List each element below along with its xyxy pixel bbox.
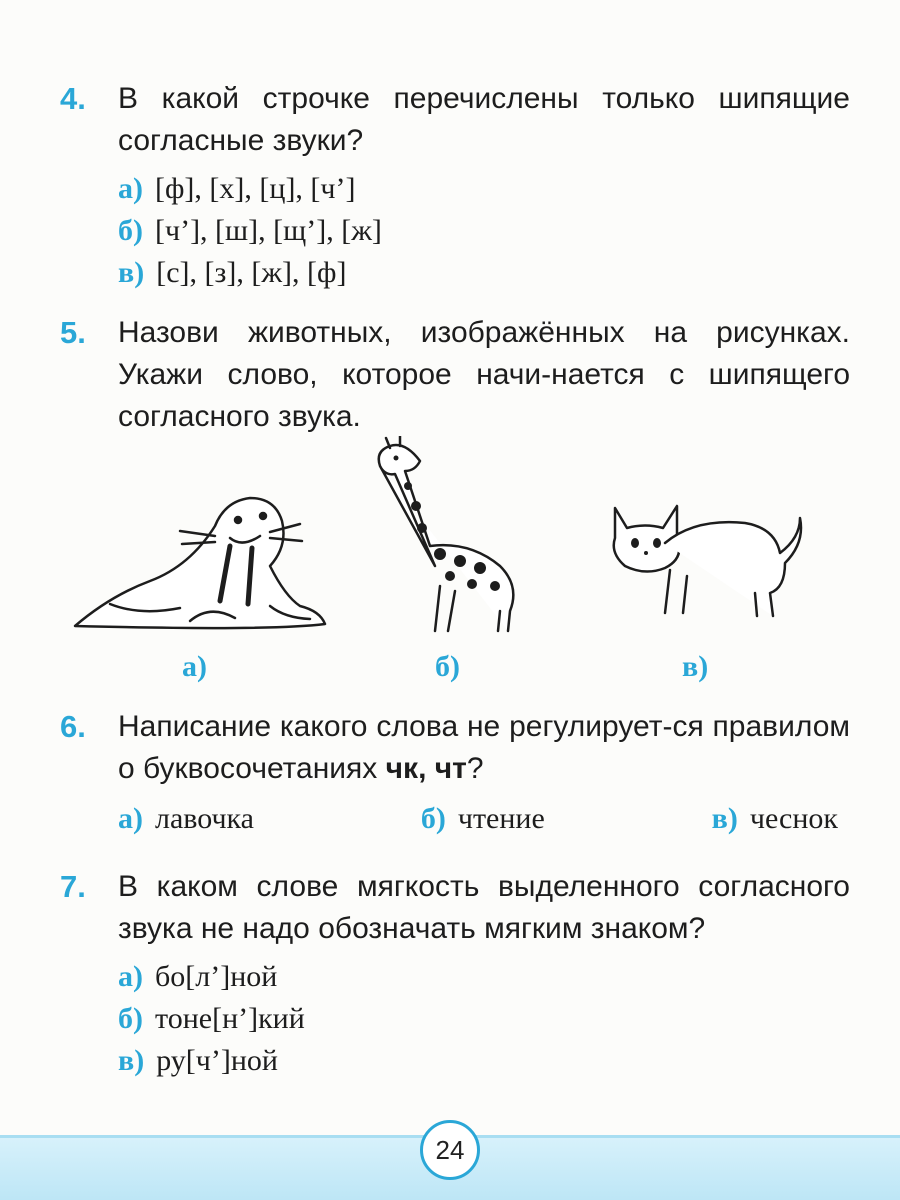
animal-pictures (60, 436, 860, 686)
option-label: а) (118, 802, 143, 835)
options-row (118, 798, 838, 840)
option-text: [с], [з], [ж], [ф] (156, 256, 347, 289)
page-footer (0, 1135, 900, 1200)
picture-label: в) (682, 650, 709, 683)
option-c[interactable] (118, 1040, 850, 1082)
giraffe-icon[interactable] (360, 436, 540, 641)
question-number: 6. (60, 709, 86, 744)
option-b[interactable] (118, 210, 850, 252)
question-text: В каком слове мягкость выделенного согласного звука не надо обозначать мягким знаком? (118, 870, 850, 945)
page-number: 24 (420, 1120, 480, 1180)
question-7 (60, 866, 850, 1082)
option-c[interactable] (712, 798, 838, 840)
picture-label: а) (182, 650, 207, 683)
option-text: лавочка (155, 802, 254, 835)
question-4 (60, 78, 850, 294)
option-label: в) (118, 1044, 145, 1077)
option-label: б) (420, 802, 446, 835)
walrus-icon[interactable] (70, 486, 340, 641)
option-a[interactable] (118, 168, 850, 210)
question-text: В какой строчке перечислены только шипящие согласные звуки? (118, 82, 850, 157)
question-text-main: Написание какого слова не регулирует-ся правилом о буквосочетаниях (118, 710, 850, 785)
option-text: бо[л’]ной (155, 960, 278, 993)
question-text-bold: чк, чт (385, 752, 467, 785)
picture-label: б) (435, 650, 460, 683)
option-c[interactable] (118, 252, 850, 294)
question-text: Назови животных, изображённых на рисунках. Укажи слово, которое начи-нается с шипящего согласного звука. (118, 316, 850, 433)
option-label: б) (118, 214, 143, 247)
option-a[interactable] (118, 798, 254, 840)
option-label: а) (118, 960, 143, 993)
question-number: 5. (60, 315, 86, 350)
question-6 (60, 706, 850, 840)
option-label: а) (118, 172, 143, 205)
option-a[interactable] (118, 956, 850, 998)
question-number: 4. (60, 81, 86, 116)
option-b[interactable] (118, 998, 850, 1040)
option-text: чтение (457, 802, 545, 835)
option-b[interactable] (421, 798, 545, 840)
question-number: 7. (60, 869, 86, 904)
question-text (118, 706, 850, 790)
option-label: б) (118, 1002, 143, 1035)
option-label: в) (118, 256, 145, 289)
question-5 (60, 312, 850, 438)
option-text: ру[ч’]ной (156, 1044, 278, 1077)
cat-icon[interactable] (605, 498, 805, 633)
option-text: тоне[н’]кий (155, 1002, 305, 1035)
option-text: чеснок (749, 802, 838, 835)
option-text: [ф], [х], [ц], [ч’] (155, 172, 356, 205)
option-label: в) (711, 802, 738, 835)
option-text: [ч’], [ш], [щ’], [ж] (155, 214, 382, 247)
question-text-end: ? (466, 752, 484, 785)
